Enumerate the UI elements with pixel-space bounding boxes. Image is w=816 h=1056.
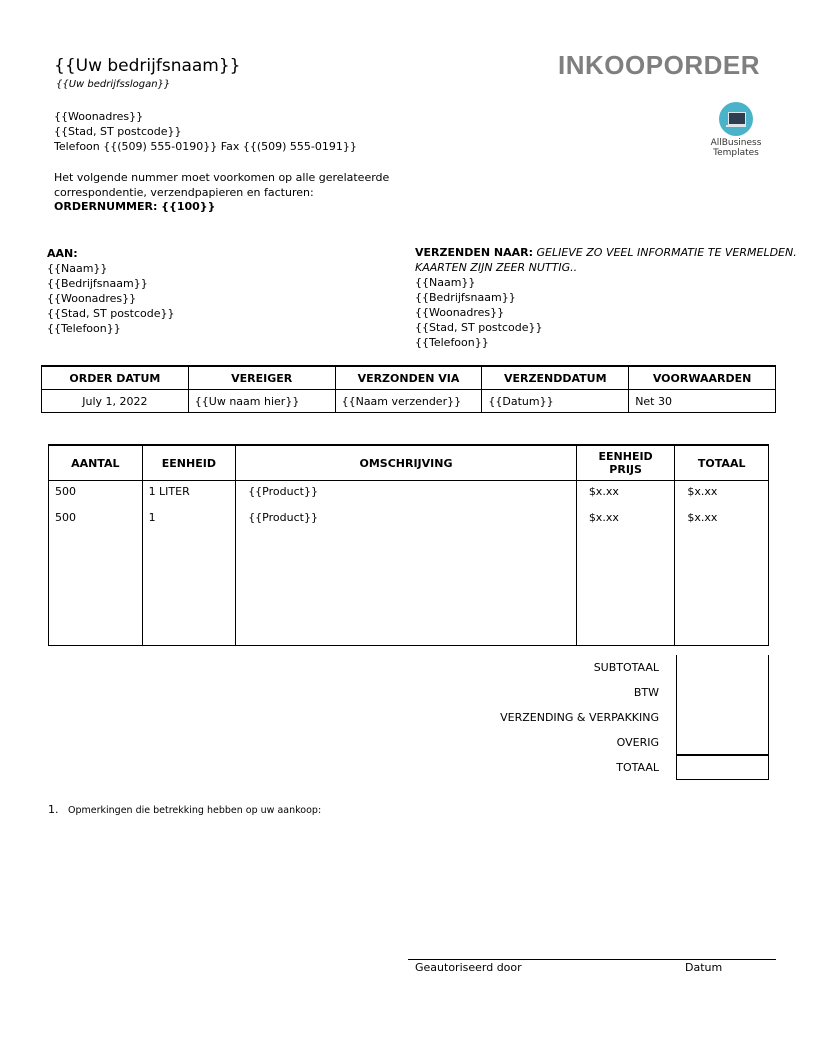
ship-to-line: {{Stad, ST postcode}} <box>415 321 543 334</box>
unit-header: EENHEID <box>142 445 236 481</box>
signature-line <box>408 959 776 960</box>
remarks-text: Opmerkingen die betrekking hebben op uw aankoop: <box>68 805 322 816</box>
empty-cell <box>675 533 769 646</box>
item-quantity: 500 <box>49 507 143 533</box>
order-number: ORDERNUMMER: {{100}} <box>54 200 216 213</box>
requester-value: {{Uw naam hier}} <box>188 390 335 413</box>
document-title: INKOOPORDER <box>558 50 760 80</box>
item-unit: 1 <box>142 507 236 533</box>
item-unit-price: $x.xx <box>576 481 675 508</box>
total-header: TOTAAL <box>675 445 769 481</box>
subtotal-label: SUBTOTAAL <box>593 661 659 674</box>
ship-to-line: {{Bedrijfsnaam}} <box>415 291 516 304</box>
tax-label: BTW <box>633 686 659 699</box>
subtotal-value <box>676 655 769 680</box>
bill-to-line: {{Telefoon}} <box>47 322 121 335</box>
bill-to-line: {{Woonadres}} <box>47 292 137 305</box>
other-value <box>676 730 769 755</box>
unit-price-header <box>576 445 675 481</box>
total-row <box>480 755 769 780</box>
address-line: {{Woonadres}} <box>54 110 144 123</box>
items-table <box>48 444 769 646</box>
order-date-value: July 1, 2022 <box>42 390 189 413</box>
item-total: $x.xx <box>675 507 769 533</box>
item-quantity: 500 <box>49 481 143 508</box>
shipping-value <box>676 705 769 730</box>
total-label: TOTAAL <box>616 761 659 774</box>
order-info-table <box>41 365 776 413</box>
bill-to-heading: AAN: <box>47 247 78 260</box>
tax-value <box>676 680 769 705</box>
logo-line: AllBusiness <box>710 138 762 148</box>
tax-row <box>480 680 769 705</box>
bill-to-block <box>47 246 175 336</box>
bill-to-line: {{Bedrijfsnaam}} <box>47 277 148 290</box>
notice-line: Het volgende nummer moet voorkomen op alle gerelateerde <box>54 171 390 184</box>
shipped-via-value: {{Naam verzender}} <box>335 390 482 413</box>
signature-date-label: Datum <box>685 961 723 974</box>
table-row-empty <box>49 533 769 646</box>
company-slogan: {{Uw bedrijfsslogan}} <box>56 79 171 90</box>
laptop-icon <box>719 102 753 136</box>
item-description: {{Product}} <box>236 507 577 533</box>
shipped-via-header: VERZONDEN VIA <box>335 366 482 390</box>
phone-fax: Telefoon {{(509) 555-0190}} Fax {{(509) 555-0191}} <box>54 140 357 153</box>
totals-block <box>480 655 769 780</box>
ship-date-value: {{Datum}} <box>482 390 629 413</box>
address-line: {{Stad, ST postcode}} <box>54 125 182 138</box>
quantity-header: AANTAL <box>49 445 143 481</box>
item-unit: 1 LITER <box>142 481 236 508</box>
terms-header: VOORWAARDEN <box>629 366 776 390</box>
subtotal-row <box>480 655 769 680</box>
ship-to-line: {{Telefoon}} <box>415 336 489 349</box>
ship-to-note: KAARTEN ZIJN ZEER NUTTIG.. <box>415 261 578 274</box>
order-date-header: ORDER DATUM <box>42 366 189 390</box>
remarks-number: 1. <box>48 803 59 816</box>
item-total: $x.xx <box>675 481 769 508</box>
logo-line: Templates <box>713 148 759 158</box>
ship-to-block <box>415 245 797 350</box>
ship-to-heading: VERZENDEN NAAR: <box>415 246 533 259</box>
requester-header: VEREIGER <box>188 366 335 390</box>
empty-cell <box>236 533 577 646</box>
table-row <box>49 481 769 508</box>
unit-price-header-line: EENHEID <box>598 450 653 463</box>
ship-date-header: VERZENDDATUM <box>482 366 629 390</box>
notice-line: correspondentie, verzendpapieren en facturen: <box>54 185 314 199</box>
shipping-label: VERZENDING & VERPAKKING <box>500 711 659 724</box>
table-row <box>49 507 769 533</box>
order-notice <box>54 171 389 215</box>
item-description: {{Product}} <box>236 481 577 508</box>
company-name: {{Uw bedrijfsnaam}} <box>54 56 241 76</box>
empty-cell <box>576 533 675 646</box>
unit-price-header-line: PRIJS <box>609 463 642 476</box>
bill-to-line: {{Naam}} <box>47 262 108 275</box>
allbusiness-logo <box>704 102 768 158</box>
ship-to-line: {{Woonadres}} <box>415 306 505 319</box>
empty-cell <box>49 533 143 646</box>
item-unit-price: $x.xx <box>576 507 675 533</box>
description-header: OMSCHRIJVING <box>236 445 577 481</box>
logo-text <box>704 138 768 158</box>
empty-cell <box>142 533 236 646</box>
ship-to-line: {{Naam}} <box>415 276 476 289</box>
authorized-by-label: Geautoriseerd door <box>415 961 522 974</box>
total-value <box>676 755 769 780</box>
other-row <box>480 730 769 755</box>
company-address <box>54 109 357 154</box>
other-label: OVERIG <box>616 736 659 749</box>
terms-value: Net 30 <box>629 390 776 413</box>
bill-to-line: {{Stad, ST postcode}} <box>47 307 175 320</box>
ship-to-note: GELIEVE ZO VEEL INFORMATIE TE VERMELDEN. <box>536 246 797 259</box>
remarks <box>48 803 321 816</box>
shipping-row <box>480 705 769 730</box>
